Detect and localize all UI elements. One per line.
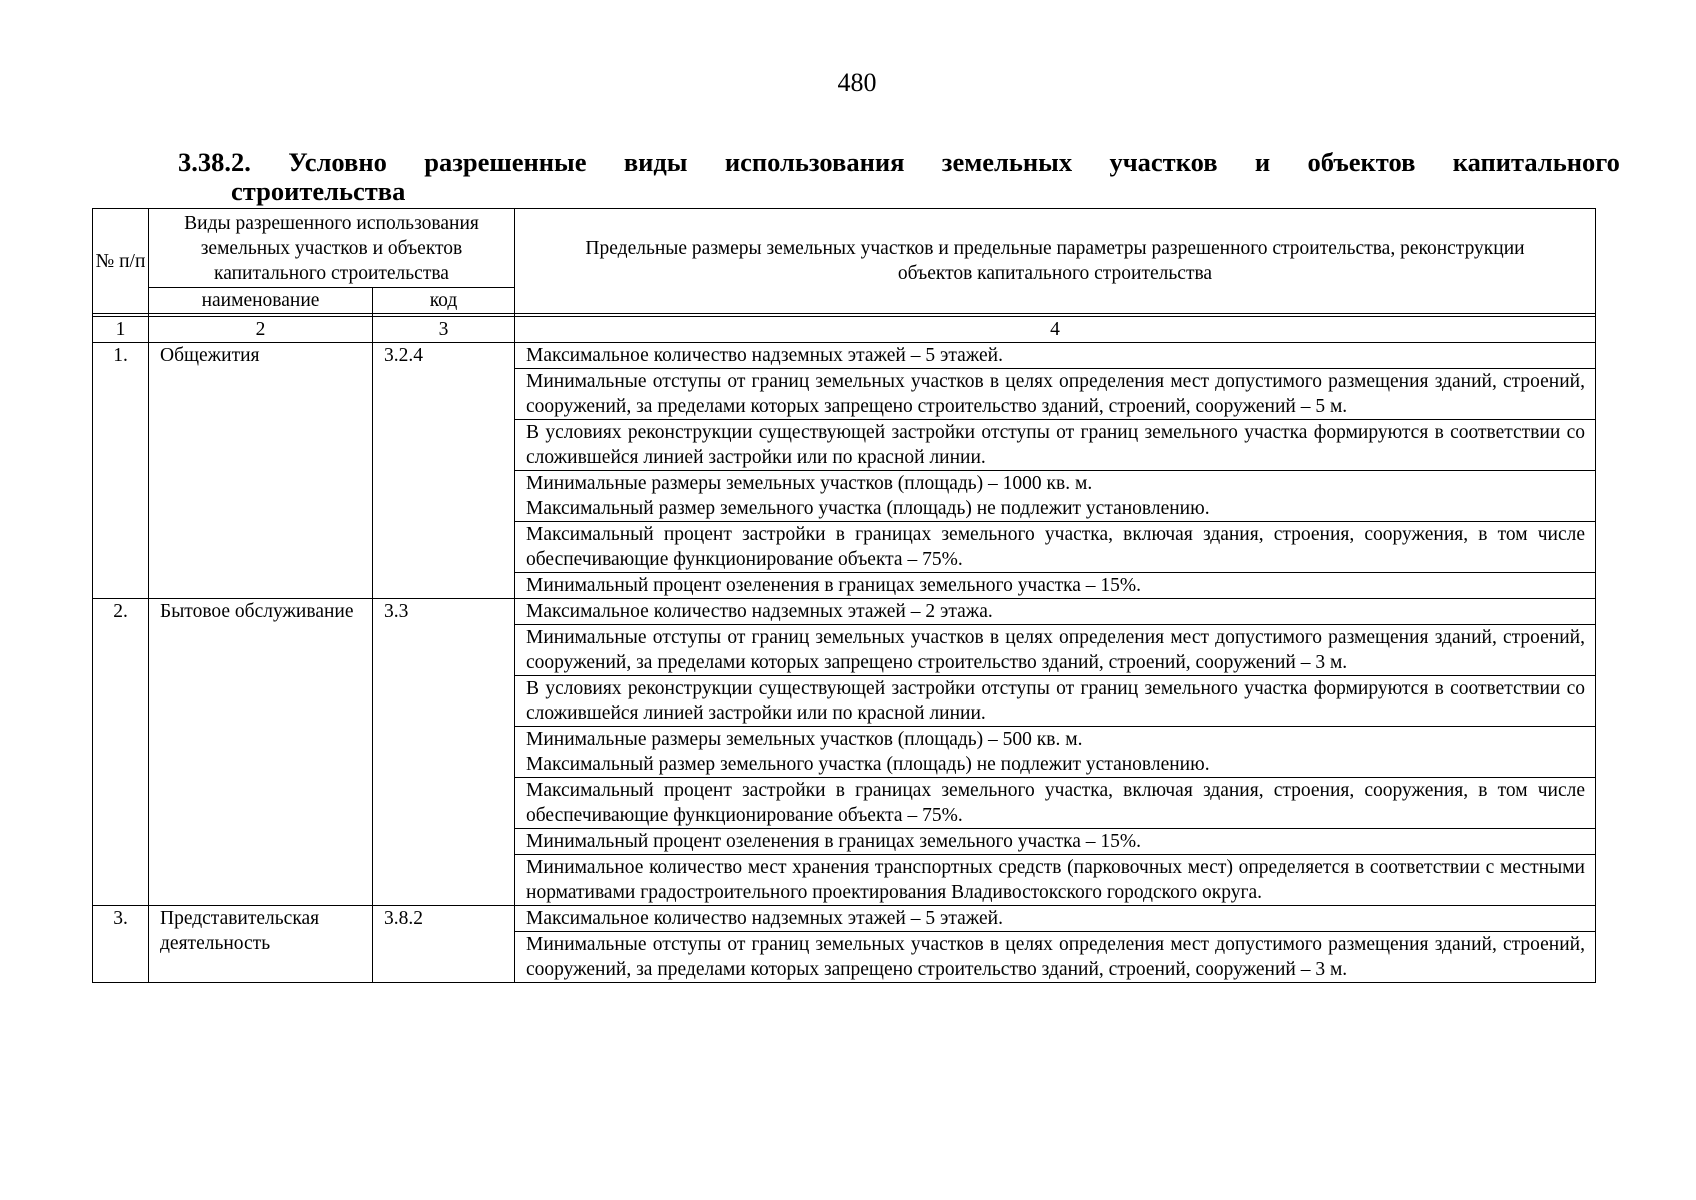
parameter-cell: Максимальный процент застройки в границах земельного участка, включая здания, строения, сооружения, в том числе обеспечивающие функционирование объекта – 75%. [515,778,1596,829]
header-code: код [373,288,515,314]
section-heading-line1 [178,146,1620,178]
section-heading [178,146,1620,207]
parameter-cell: Максимальный процент застройки в границах земельного участка, включая здания, строения, сооружения, в том числе обеспечивающие функционирование объекта – 75%. [515,522,1596,573]
use-code: 3.3 [373,599,515,906]
parameter-cell: Максимальное количество надземных этажей – 5 этажей. [515,906,1596,932]
column-number: 2 [149,317,373,343]
header-num: № п/п [93,209,149,314]
section-title-word: разрешенные [424,147,587,177]
use-name: Общежития [149,343,373,599]
table-row [93,599,1596,625]
parameter-cell: Минимальное количество мест хранения транспортных средств (парковочных мест) определяется в соответствии с местными нормативами градостроительного проектирования Владивостокского городского округа. [515,855,1596,906]
parameter-cell: Минимальный процент озеленения в границах земельного участка – 15%. [515,829,1596,855]
use-name: Представительская деятельность [149,906,373,983]
parameter-line: Минимальные размеры земельных участков (площадь) – 500 кв. м. [526,729,1083,750]
section-title-word: участков [1109,147,1218,177]
parameter-line: Максимальный размер земельного участка (площадь) не подлежит установлению. [526,498,1210,519]
column-number: 3 [373,317,515,343]
section-title-word: виды [623,147,688,177]
parameter-cell: Максимальное количество надземных этажей – 5 этажей. [515,343,1596,369]
header-row [93,209,1596,288]
use-name: Бытовое обслуживание [149,599,373,906]
parameter-cell: Минимальный процент озеленения в границах земельного участка – 15%. [515,573,1596,599]
parameter-line: Минимальные размеры земельных участков (площадь) – 1000 кв. м. [526,473,1093,494]
row-number: 1. [93,343,149,599]
column-number: 4 [515,317,1596,343]
parameter-cell: В условиях реконструкции существующей застройки отступы от границ земельного участка формируются в соответствии со сложившейся линией застройки или по красной линии. [515,420,1596,471]
page-number: 480 [837,68,877,97]
parameter-cell: Минимальные отступы от границ земельных участков в целях определения мест допустимого размещения зданий, строений, сооружений, за пределами которых запрещено строительство зданий, строений, сооружений – 3 м. [515,932,1596,983]
section-title-word: капитального [1452,147,1620,177]
regulations-table [92,208,1596,983]
table-row [93,343,1596,369]
parameter-cell: В условиях реконструкции существующей застройки отступы от границ земельного участка формируются в соответствии со сложившейся линией застройки или по красной линии. [515,676,1596,727]
row-number: 3. [93,906,149,983]
section-heading-continuation: строительства [231,176,406,206]
parameter-line: Максимальный размер земельного участка (площадь) не подлежит установлению. [526,754,1210,775]
table-row [93,906,1596,932]
parameter-cell: Минимальные отступы от границ земельных участков в целях определения мест допустимого размещения зданий, строений, сооружений, за пределами которых запрещено строительство зданий, строений, сооружений – 3 м. [515,625,1596,676]
header-kinds: Виды разрешенного использования земельных участков и объектов капитального строительства [149,209,515,288]
parameter-cell [515,727,1596,778]
use-code: 3.2.4 [373,343,515,599]
section-title-word: Условно [288,147,387,177]
use-code: 3.8.2 [373,906,515,983]
section-title-word: земельных [941,147,1073,177]
section-title-word: использования [724,147,905,177]
header-params: Предельные размеры земельных участков и предельные параметры разрешенного строительства, реконструкции объектов капитального строительства [515,209,1596,314]
header-name: наименование [149,288,373,314]
column-number: 1 [93,317,149,343]
row-number: 2. [93,599,149,906]
parameter-cell [515,471,1596,522]
section-title-word: объектов [1307,147,1416,177]
section-number: 3.38.2. [178,147,251,177]
column-numbers-row [93,317,1596,343]
parameter-cell: Максимальное количество надземных этажей – 2 этажа. [515,599,1596,625]
parameter-cell: Минимальные отступы от границ земельных участков в целях определения мест допустимого размещения зданий, строений, сооружений, за пределами которых запрещено строительство зданий, строений, сооружений – 5 м. [515,369,1596,420]
section-title-word: и [1254,147,1271,177]
